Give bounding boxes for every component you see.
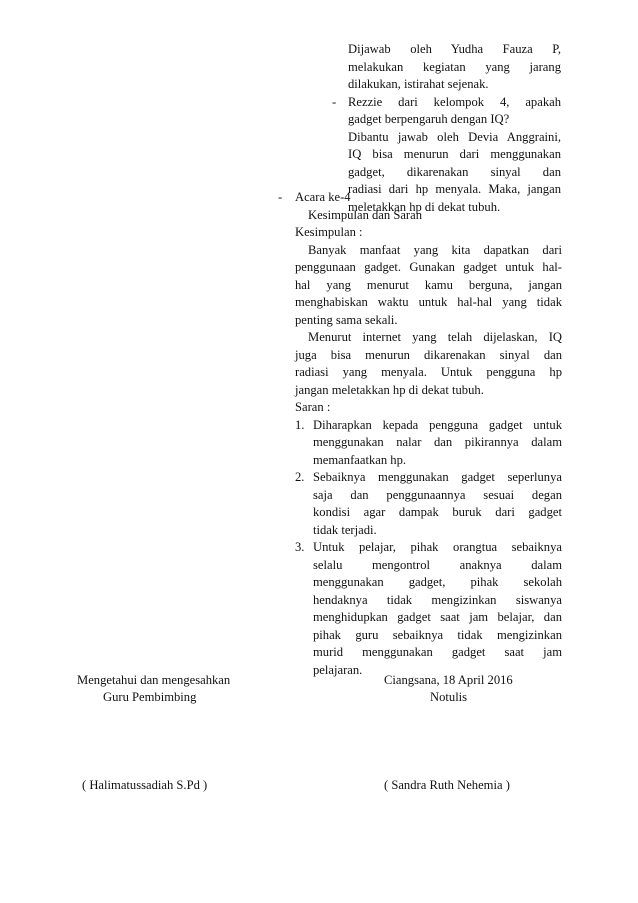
- saran-item: [295, 539, 562, 679]
- saran-item-line: murid menggunakan gadget saat jam: [313, 645, 562, 659]
- paragraph-line: Banyak manfaat yang kita dapatkan dari: [308, 242, 562, 257]
- note-taker-role: Notulis: [430, 690, 468, 704]
- saran-item-line: tidak terjadi.: [313, 522, 377, 537]
- answer-2-line: IQ bisa menurun dari menggunakan: [348, 147, 561, 161]
- saran-item-line: Sebaiknya menggunakan gadget seperlunya: [313, 470, 562, 484]
- saran-item-line: memanfaatkan hp.: [313, 452, 407, 467]
- paragraph-line: penting sama sekali.: [295, 312, 398, 327]
- kesimpulan-heading: Kesimpulan :: [295, 225, 363, 239]
- paragraph-line: penggunaan gadget. Gunakan gadget untuk hal-: [295, 260, 562, 274]
- saran-item-line: Diharapkan kepada pengguna gadget untuk: [313, 417, 562, 432]
- list-dash: -: [278, 190, 283, 204]
- saran-item-number: 2.: [295, 470, 305, 484]
- answer-1-line: dilakukan, istirahat sejenak.: [348, 77, 489, 91]
- saran-item: [295, 469, 562, 539]
- saran-item-line: hendaknya tidak mengizinkan siswanya: [313, 592, 562, 607]
- answer-2-line: gadget, dikarenakan sinyal dan: [348, 164, 561, 179]
- saran-item-line: saja dan penggunaannya sesuai degan: [313, 487, 562, 502]
- saran-item-number: 3.: [295, 540, 305, 554]
- answer-2-line: meletakkan hp di dekat tubuh.: [348, 199, 501, 214]
- saran-item-line: kondisi agar dampak buruk dari gadget: [313, 505, 562, 519]
- paragraph-line: Menurut internet yang telah dijelaskan, IQ: [308, 330, 562, 344]
- question-2: [332, 94, 561, 129]
- paragraph-line: jangan meletakkan hp di dekat tubuh.: [295, 382, 484, 397]
- agenda-section: [278, 189, 562, 679]
- saran-item-line: menggunakan gadget, pihak sekolah: [313, 575, 562, 589]
- question-2-line: Rezzie dari kelompok 4, apakah: [348, 94, 561, 109]
- saran-item-number: 1.: [295, 417, 305, 432]
- paragraph-line: radiasi yang menyala. Untuk pengguna hp: [295, 365, 562, 379]
- supervisor-name: ( Halimatussadiah S.Pd ): [82, 778, 208, 792]
- answer-1: [348, 41, 561, 94]
- saran-item-line: Untuk pelajar, pihak orangtua sebaiknya: [313, 540, 562, 554]
- answer-2-line: radiasi dari hp menyala. Maka, jangan: [348, 182, 561, 196]
- answer-2-line: Dibantu jawab oleh Devia Anggraini,: [348, 129, 561, 144]
- saran-item-line: menghidupkan gadget saat jam belajar, dan: [313, 610, 562, 624]
- paragraph-line: hal yang menurut kamu berguna, jangan: [295, 277, 562, 292]
- saran-item: [295, 417, 562, 470]
- kesimpulan-paragraph-2: [295, 329, 562, 399]
- question-2-line: gadget berpengaruh dengan IQ?: [348, 112, 510, 126]
- place-date: Ciangsana, 18 April 2016: [384, 673, 513, 687]
- saran-item-line: menggunakan nalar dan pikirannya dalam: [313, 435, 562, 449]
- agenda-subtitle: Kesimpulan dan Saran: [308, 207, 423, 222]
- saran-item-line: selalu mengontrol anaknya dalam: [313, 557, 562, 572]
- note-taker-name: ( Sandra Ruth Nehemia ): [384, 778, 510, 792]
- kesimpulan-paragraph-1: [295, 242, 562, 330]
- list-dash: -: [332, 94, 337, 109]
- answer-1-line: Dijawab oleh Yudha Fauza P,: [348, 42, 561, 56]
- saran-heading: Saran :: [295, 400, 331, 414]
- saran-item-line: pihak guru sebaiknya tidak mengizinkan: [313, 627, 562, 642]
- paragraph-line: juga bisa menurun dikarenakan sinyal dan: [295, 347, 562, 362]
- agenda-title: Acara ke-4: [295, 190, 351, 204]
- saran-list: [295, 417, 562, 680]
- paragraph-line: menghabiskan waktu untuk hal-hal yang tidak: [295, 295, 562, 309]
- supervisor-role: Guru Pembimbing: [103, 690, 197, 704]
- answer-1-line: melakukan kegiatan yang jarang: [348, 59, 561, 74]
- saran-item-line: pelajaran.: [313, 662, 363, 677]
- approval-label: Mengetahui dan mengesahkan: [77, 673, 231, 687]
